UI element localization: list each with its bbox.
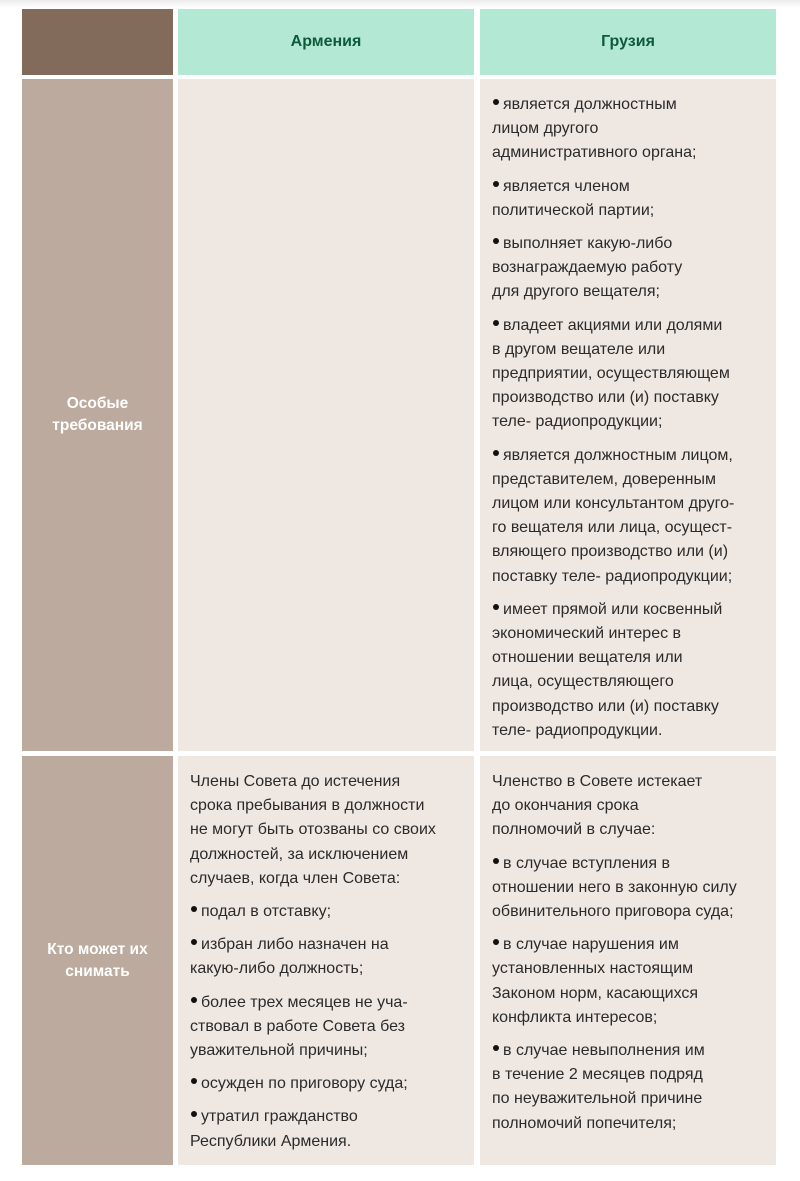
bullet-item-text: является должностным лицом, представителем, доверенным лицом или консультантом друго- го вещателя или лица, осущест- вляющего производство или (и) поставку теле- радиопродукции; [492,446,735,585]
cell-georgia-who-can-remove [480,756,776,1165]
bullet-item-text: подал в отставку; [201,903,332,921]
header-corner-cell [22,9,173,75]
row-label-text: Кто может их снимать [47,940,148,980]
bullet-icon [191,1111,197,1117]
bullet-icon [493,181,499,187]
cell-intro-text: Членство в Совете истекает до окончания срока полномочий в случае: [492,773,703,839]
bullet-item-text: осужден по приговору суда; [201,1075,408,1093]
bullet-item [492,175,764,223]
bullet-icon [191,1078,197,1084]
bullet-item [492,444,764,589]
bullet-icon [191,906,197,912]
bullet-item-text: выполняет какую-либо вознаграждаемую работу для другого вещателя; [492,235,683,301]
bullet-icon [191,939,197,945]
bullet-icon [493,238,499,244]
cell-intro-text: Члены Совета до истечения срока пребывания в должности не могут быть отозваны со своих должностей, за исключением случаев, когда член Совета: [190,773,436,887]
bullet-item [190,900,462,924]
bullet-item [190,1072,462,1096]
top-shadow [0,0,800,8]
bullet-item [492,93,764,166]
bullet-item-text: владеет акциями или долями в другом вещателе или предприятии, осуществляющем производство или (и) поставку теле- радиопродукции; [492,316,730,431]
cell-georgia-special-requirements [480,79,776,751]
bullet-item-text: является членом политической партии; [492,177,655,219]
header-georgia [480,9,776,75]
bullet-item [492,314,764,435]
bullet-item [190,933,462,981]
bullet-item [492,1039,764,1136]
bullet-item [492,232,764,305]
bullet-item-text: является должностным лицом другого административного органа; [492,96,697,162]
cell-armenia-who-can-remove [178,756,474,1165]
bullet-icon [493,99,499,105]
bullet-item-text: в случае нарушения им установленных настоящим Законом норм, касающихся конфликта интересов; [492,936,699,1026]
bullet-icon [493,1045,499,1051]
cell-armenia-special-requirements [178,79,474,751]
row-label-text: Особые требования [52,395,143,434]
header-armenia-label: Армения [290,33,362,50]
bullet-icon [493,604,499,610]
bullet-item-text: имеет прямой или косвенный экономический интерес в отношении вещателя или лица, осуществляющего производство или (и) поставку теле- радиопродукции. [492,600,723,739]
bullet-icon [493,939,499,945]
header-armenia [178,9,474,75]
bullet-item [190,991,462,1064]
row-label-special-requirements [22,79,173,751]
bullet-item-text: в случае вступления в отношении него в законную силу обвинительного приговора суда; [492,854,737,921]
bullet-item [492,598,764,743]
bullet-icon [191,997,197,1003]
bullet-item-text: избран либо назначен на какую-либо должность; [190,936,389,978]
bullet-item [492,933,764,1030]
bullet-item [492,852,764,925]
bullet-icon [493,858,499,864]
row-label-who-can-remove [22,756,173,1165]
header-georgia-label: Грузия [601,33,655,50]
bullet-icon [493,320,499,326]
bullet-item [190,1105,462,1153]
bullet-item-text: в случае невыполнения им в течение 2 месяцев подряд по неуважительной причине полномочий попечителя; [492,1042,705,1132]
bullet-item-text: утратил гражданство Республики Армения. [190,1108,358,1150]
bullet-icon [493,450,499,456]
bullet-item-text: более трех месяцев не уча- ствовал в работе Совета без уважительной причины; [190,993,408,1060]
